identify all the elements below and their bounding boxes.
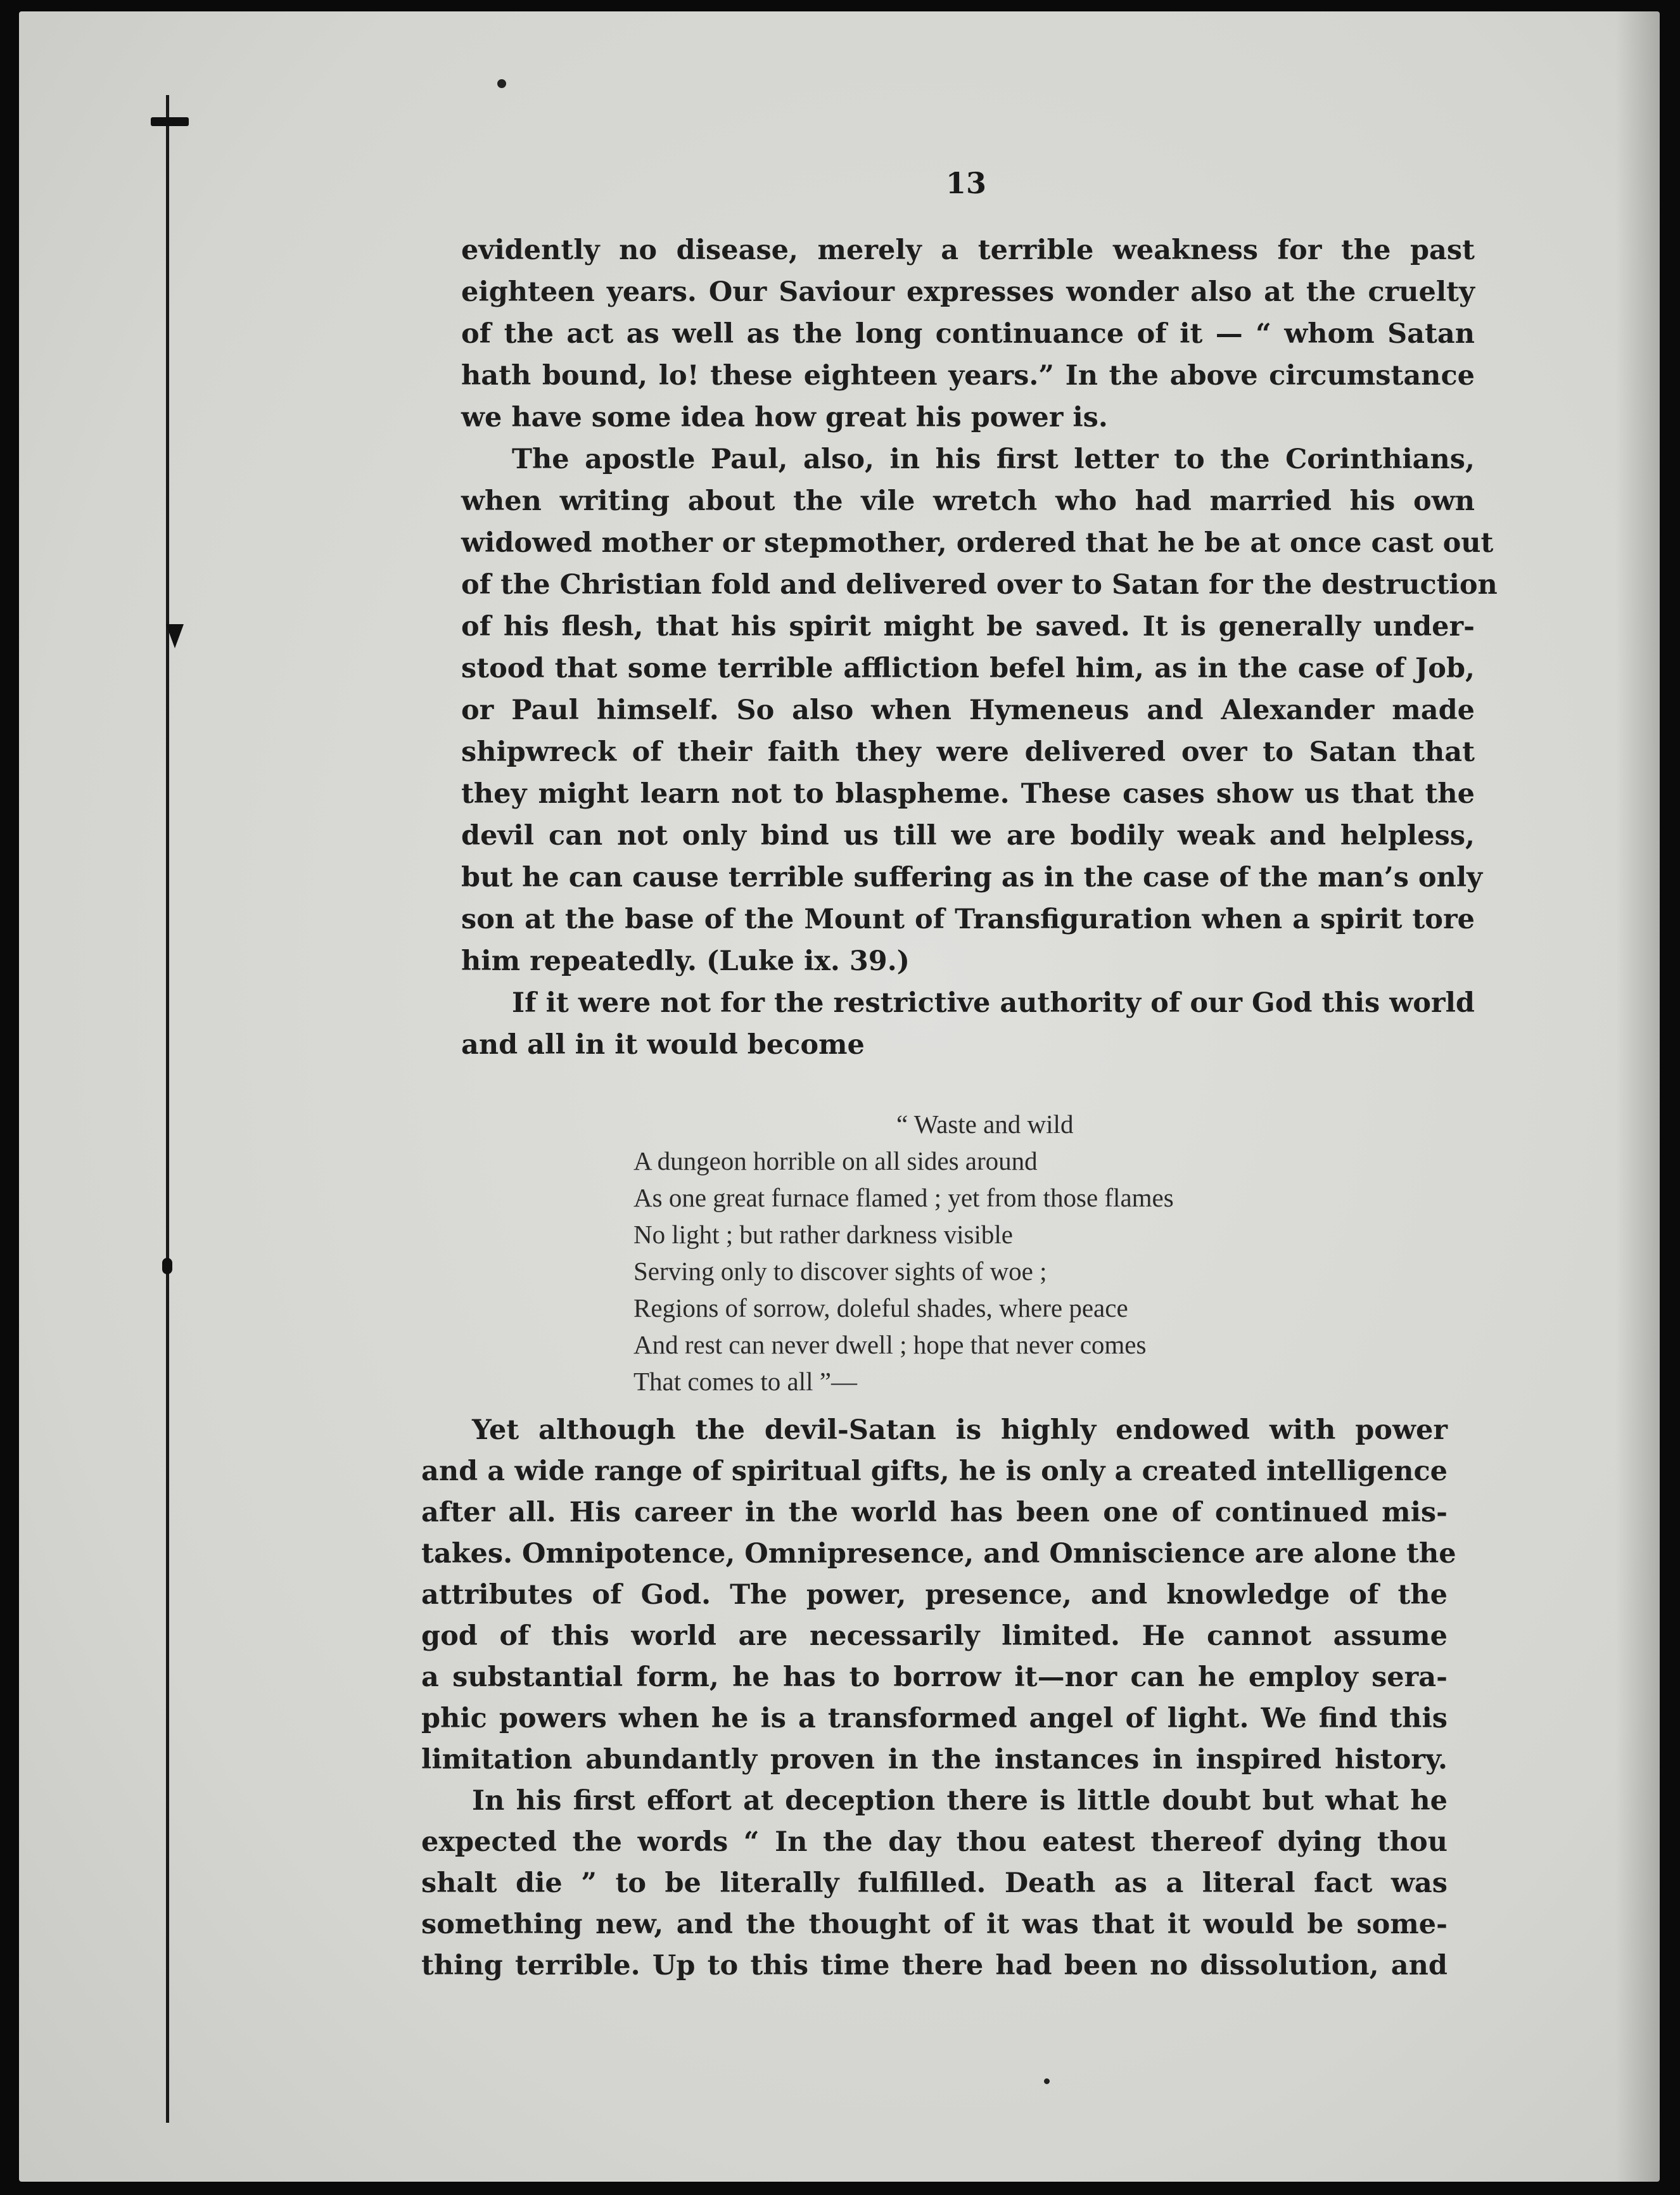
- text-line: limitation abundantly proven in the instances in inspired history.: [421, 1744, 1448, 1776]
- text-line: attributes of God. The power, presence, and knowledge of the: [421, 1579, 1448, 1611]
- text-line: shipwreck of their faith they were delivered over to Satan that: [461, 736, 1475, 768]
- text-line: The apostle Paul, also, in his first letter to the Corinthians,: [512, 444, 1475, 475]
- text-line: takes. Omnipotence, Omnipresence, and Omniscience are alone the: [421, 1538, 1456, 1570]
- text-line: god of this world are necessarily limited. He cannot assume: [421, 1620, 1448, 1652]
- body-text-top: [461, 229, 1498, 1066]
- text-line: shalt die ” to be literally fulfilled. Death as a literal fact was: [421, 1867, 1448, 1899]
- text-line: or Paul himself. So also when Hymeneus and Alexander made: [461, 694, 1475, 726]
- text-line: when writing about the vile wretch who had married his own: [461, 485, 1475, 517]
- text-line: If it were not for the restrictive authority of our God this world: [512, 987, 1475, 1019]
- text-line: stood that some terrible affliction befel him, as in the case of Job,: [461, 653, 1475, 684]
- text-line: phic powers when he is a transformed angel of light. We find this: [421, 1703, 1448, 1734]
- text-line: and a wide range of spiritual gifts, he is only a created intelligence: [421, 1456, 1448, 1487]
- text-line: him repeatedly. (Luke ix. 39.): [461, 945, 910, 977]
- poem-line: And rest can never dwell ; hope that never comes: [633, 1330, 1147, 1359]
- binding-mark: [166, 624, 184, 648]
- text-line: of his flesh, that his spirit might be saved. It is generally under-: [461, 611, 1475, 643]
- text-line: but he can cause terrible suffering as in the case of the man’s only: [461, 862, 1483, 893]
- ink-speck: [497, 79, 506, 88]
- text-line: and all in it would become: [461, 1029, 865, 1061]
- text-line: after all. His career in the world has been one of continued mis-: [421, 1497, 1448, 1528]
- binding-mark: [151, 117, 189, 126]
- poem-line: A dungeon horrible on all sides around: [633, 1146, 1038, 1175]
- text-line: devil can not only bind us till we are bodily weak and helpless,: [461, 820, 1475, 852]
- text-line: eighteen years. Our Saviour expresses wonder also at the cruelty: [461, 276, 1475, 308]
- poem-line: Serving only to discover sights of woe ;: [633, 1257, 1047, 1286]
- poem-line: “ Waste and wild: [896, 1110, 1074, 1139]
- body-text-bottom: [421, 1410, 1456, 1987]
- text-line: Yet although the devil-Satan is highly endowed with power: [472, 1414, 1448, 1446]
- poem-quotation: [633, 1106, 1318, 1400]
- poem-line: As one great furnace flamed ; yet from those flames: [633, 1183, 1174, 1212]
- poem-line: Regions of sorrow, doleful shades, where peace: [633, 1293, 1128, 1322]
- text-line: a substantial form, he has to borrow it—nor can he employ sera-: [421, 1661, 1448, 1693]
- binding-mark: [162, 1258, 172, 1274]
- text-line: of the act as well as the long continuance of it — “ whom Satan: [461, 318, 1475, 350]
- text-line: thing terrible. Up to this time there had been no dissolution, and: [421, 1950, 1448, 1981]
- text-line: expected the words “ In the day thou eatest thereof dying thou: [421, 1826, 1448, 1858]
- text-line: widowed mother or stepmother, ordered that he be at once cast out: [461, 527, 1494, 559]
- binding-line: [166, 95, 169, 2123]
- ink-speck: [1044, 2078, 1050, 2084]
- text-line: we have some idea how great his power is.: [461, 402, 1108, 433]
- text-line: hath bound, lo! these eighteen years.” In the above circumstance: [461, 360, 1475, 392]
- page-number: 13: [945, 166, 986, 200]
- text-line: they might learn not to blaspheme. These cases show us that the: [461, 778, 1475, 810]
- poem-line: No light ; but rather darkness visible: [633, 1220, 1013, 1249]
- text-line: In his first effort at deception there is little doubt but what he: [472, 1785, 1448, 1817]
- text-line: of the Christian fold and delivered over to Satan for the destruction: [461, 569, 1498, 601]
- text-line: evidently no disease, merely a terrible weakness for the past: [461, 234, 1475, 266]
- page-edge-shadow: [1615, 11, 1660, 2182]
- text-line: son at the base of the Mount of Transfiguration when a spirit tore: [461, 904, 1475, 935]
- poem-line: That comes to all ”—: [633, 1367, 857, 1396]
- text-line: something new, and the thought of it was that it would be some-: [421, 1909, 1448, 1940]
